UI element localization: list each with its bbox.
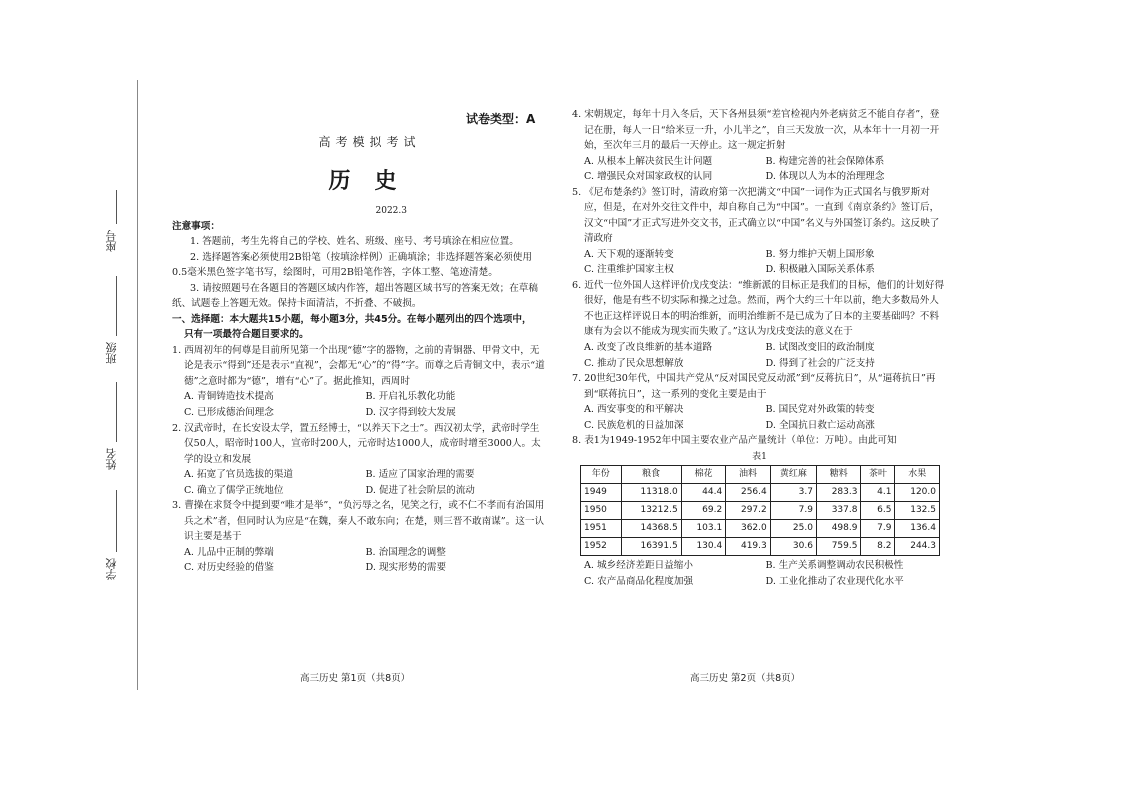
question-options [172, 467, 547, 498]
table-row [581, 502, 940, 520]
section-heading: 一、选择题：本大题共15小题，每小题3分，共45分。在每小题列出的四个选项中， [172, 313, 532, 325]
table-cell: 283.3 [816, 484, 861, 502]
table-cell: 30.6 [770, 538, 816, 556]
question-stem: 6. 近代一位外国人这样评价戊戌变法：“维新派的目标正是我们的目标，他们的计划好得很好，他是有些不切实际和操之过急。然而，两个大约三十年以前，绝大多数局外人不也正这样评说日本的明治维新，而明治维新不是已成为了日本的主要基础吗？不料康有为会以不能成为现实而失败了。”这认为戊戌变法的意义在于 [572, 279, 945, 338]
question-stem: 5. 《尼布楚条约》签订时，清政府第一次把满文“中国”一词作为正式国名与俄罗斯对应，但是，在对外交往文件中，却自称自己为“中国”。一直到《南京条约》签订后，汉文“中国”才正式写进外交文书，正式确立以“中国”名义与外国签订条约。这反映了清政府 [572, 186, 940, 245]
table-cell: 103.1 [681, 520, 726, 538]
option-d: D. 现实形势的需要 [365, 562, 447, 574]
binding-margin [98, 190, 138, 610]
table-header-cell: 粮食 [621, 466, 681, 484]
option-a: A. 从根本上解决贫民生计问题 [584, 155, 713, 167]
option-b: B. 国民党对外政策的转变 [765, 404, 875, 416]
name-label: 姓名 [105, 448, 118, 470]
notice-heading: 注意事项： [172, 220, 220, 232]
option-a: A. 青铜铸造技术提高 [184, 391, 274, 403]
option-b: B. 开启礼乐教化功能 [365, 391, 456, 403]
binding-rule [137, 80, 138, 690]
class-label: 班级 [105, 342, 118, 364]
option-c: C. 注重维护国家主权 [584, 264, 674, 276]
table-header-cell: 茶叶 [861, 466, 895, 484]
table-cell: 69.2 [681, 502, 726, 520]
option-d: D. 汉字得到较大发展 [365, 407, 456, 419]
option-d: D. 工业化推动了农业现代化水平 [765, 575, 904, 587]
table-cell: 136.4 [895, 520, 940, 538]
section-instruction: 只有一项最符合题目要求的。 [184, 329, 309, 341]
table-cell: 13212.5 [621, 502, 681, 520]
school-line [116, 490, 117, 552]
option-b: B. 构建完善的社会保障体系 [765, 155, 885, 167]
table-cell: 256.4 [726, 484, 771, 502]
table-cell: 16391.5 [621, 538, 681, 556]
table-header-row [581, 466, 940, 484]
option-c: C. 农产品商品化程度加强 [584, 575, 694, 587]
exam-title: 历史 [328, 168, 421, 195]
notice-item: 2. 选择题答案必须使用2B铅笔（按填涂样例）正确填涂；非选择题答案必须使用0.5毫米黑色签字笔书写，绘图时，可用2B铅笔作答，字体工整、笔迹清楚。 [172, 251, 532, 279]
table-row [581, 520, 940, 538]
seat-number-label: 座号 [105, 230, 118, 252]
question-options [572, 340, 947, 371]
question-stem: 3. 曹操在求贤令中提到要“唯才是举”，“负污辱之名，见笑之行，或不仁不孝而有治国用兵之术”者，但同时认为应是“在魏，秦人不敢东向；在楚，则三晋不敢南谋”。这一认识主要是基于 [172, 500, 545, 543]
question-stem: 8. 表1为1949-1952年中国主要农业产品产量统计（单位：万吨）。由此可知 [572, 435, 897, 447]
option-c: C. 对历史经验的借鉴 [184, 562, 274, 574]
table-header-cell: 油料 [726, 466, 771, 484]
option-d: D. 全国抗日救亡运动高涨 [765, 419, 875, 431]
table-cell: 337.8 [816, 502, 861, 520]
table-cell: 130.4 [681, 538, 726, 556]
page-footer-left: 高三历史 第1页（共8页） [300, 673, 411, 684]
option-b: B. 治国理念的调整 [365, 546, 446, 558]
table-cell: 498.9 [816, 520, 861, 538]
question-options [572, 558, 947, 589]
table-cell: 11318.0 [621, 484, 681, 502]
table-cell: 44.4 [681, 484, 726, 502]
table-cell: 14368.5 [621, 520, 681, 538]
table-cell: 1952 [581, 538, 622, 556]
table-cell: 6.5 [861, 502, 895, 520]
table-cell: 132.5 [895, 502, 940, 520]
table-cell: 419.3 [726, 538, 771, 556]
option-a: A. 天下观的逐渐转变 [584, 248, 674, 260]
table-cell: 120.0 [895, 484, 940, 502]
table-caption: 表1 [752, 451, 767, 462]
option-a: A. 拓宽了官员选拔的渠道 [184, 469, 293, 481]
question-options [172, 389, 547, 420]
table-cell: 759.5 [816, 538, 861, 556]
exam-date: 2022.3 [375, 206, 407, 217]
question-options [572, 402, 947, 433]
option-c: C. 推动了民众思想解放 [584, 357, 684, 369]
production-table [580, 465, 940, 556]
option-d: D. 得到了社会的广泛支持 [765, 357, 875, 369]
notice-item: 3. 请按照题号在各题目的答题区域内作答，超出答题区域书写的答案无效；在草稿纸、试题卷上答题无效。保持卡面清洁，不折叠、不破损。 [172, 282, 538, 310]
question-stem: 2. 汉武帝时，在长安设太学，置五经博士，“以养天下之士”。西汉初太学，武帝时学生仅50人，昭帝时100人，宣帝时200人，元帝时达1000人，成帝时增至3000人。太学的设立和发展 [172, 422, 541, 465]
option-a: A. 城乡经济差距日益缩小 [584, 560, 693, 572]
question-stem: 7. 20世纪30年代，中国共产党从“反对国民党反动派”到“反蒋抗日”，从“逼蒋抗日”再到“联蒋抗日”，这一系列的变化主要是由于 [572, 373, 936, 400]
question-options [572, 247, 947, 278]
question-stem: 4. 宋朝规定，每年十月入冬后，天下各州县须“差官检视内外老病贫乏不能自存者”，登记在册，每人一日“给米豆一升，小儿半之”，自三天发放一次，从本年十一月初一开始，至次年三月的最后一天停止。这一规定折射 [572, 109, 940, 152]
option-a: A. 儿品中正制的弊端 [184, 546, 274, 558]
table-row [581, 484, 940, 502]
option-c: C. 已形成德治间理念 [184, 407, 274, 419]
page-footer-right: 高三历史 第2页（共8页） [690, 673, 801, 684]
question-stem: 1. 西周初年的何尊是目前所见第一个出现“德”字的器物，之前的青铜器、甲骨文中，无论是表示“得到”还是表示“直视”，会都无“心”的“得”字。而尊之后青铜文中，表示“道德”之意时都为“德”，增有“心”了。据此推知，西周时 [172, 344, 545, 387]
table-row [581, 538, 940, 556]
option-a: A. 西安事变的和平解决 [584, 404, 684, 416]
class-line [116, 276, 117, 336]
table-cell: 1949 [581, 484, 622, 502]
question-options [172, 545, 547, 576]
question-options [572, 154, 947, 185]
table-cell: 362.0 [726, 520, 771, 538]
table-cell: 1951 [581, 520, 622, 538]
table-header-cell: 水果 [895, 466, 940, 484]
option-c: C. 确立了儒学正统地位 [184, 484, 284, 496]
table-header-cell: 年份 [581, 466, 622, 484]
notice-item: 1. 答题前，考生先将自己的学校、姓名、班级、座号、考号填涂在相应位置。 [190, 236, 519, 248]
option-b: B. 生产关系调整调动农民积极性 [765, 560, 904, 572]
table-cell: 4.1 [861, 484, 895, 502]
table-cell: 3.7 [770, 484, 816, 502]
table-cell: 7.9 [770, 502, 816, 520]
table-cell: 1950 [581, 502, 622, 520]
option-c: C. 增强民众对国家政权的认同 [584, 171, 713, 183]
table-header-cell: 糖料 [816, 466, 861, 484]
seat-number-line [116, 190, 117, 224]
table-header-cell: 棉花 [681, 466, 726, 484]
option-d: D. 促进了社会阶层的流动 [365, 484, 475, 496]
option-d: D. 积极融入国际关系体系 [765, 264, 875, 276]
school-label: 学校 [105, 558, 118, 580]
option-c: C. 民族危机的日益加深 [584, 419, 684, 431]
option-d: D. 体现以人为本的治理理念 [765, 171, 885, 183]
option-b: B. 试图改变旧的政治制度 [765, 341, 875, 353]
option-b: B. 适应了国家治理的需要 [365, 469, 475, 481]
table-cell: 244.3 [895, 538, 940, 556]
option-b: B. 努力维护天朝上国形象 [765, 248, 875, 260]
table-header-cell: 黄红麻 [770, 466, 816, 484]
table-cell: 8.2 [861, 538, 895, 556]
left-page [172, 105, 547, 576]
option-a: A. 改变了改良维新的基本道路 [584, 341, 713, 353]
right-page [572, 107, 947, 589]
name-line [116, 382, 117, 442]
paper-type: 试卷类型：A [466, 112, 536, 126]
exam-subtitle: 高考模拟考试 [318, 135, 421, 149]
table-body [581, 484, 940, 556]
table-cell: 7.9 [861, 520, 895, 538]
table-cell: 25.0 [770, 520, 816, 538]
table-cell: 297.2 [726, 502, 771, 520]
